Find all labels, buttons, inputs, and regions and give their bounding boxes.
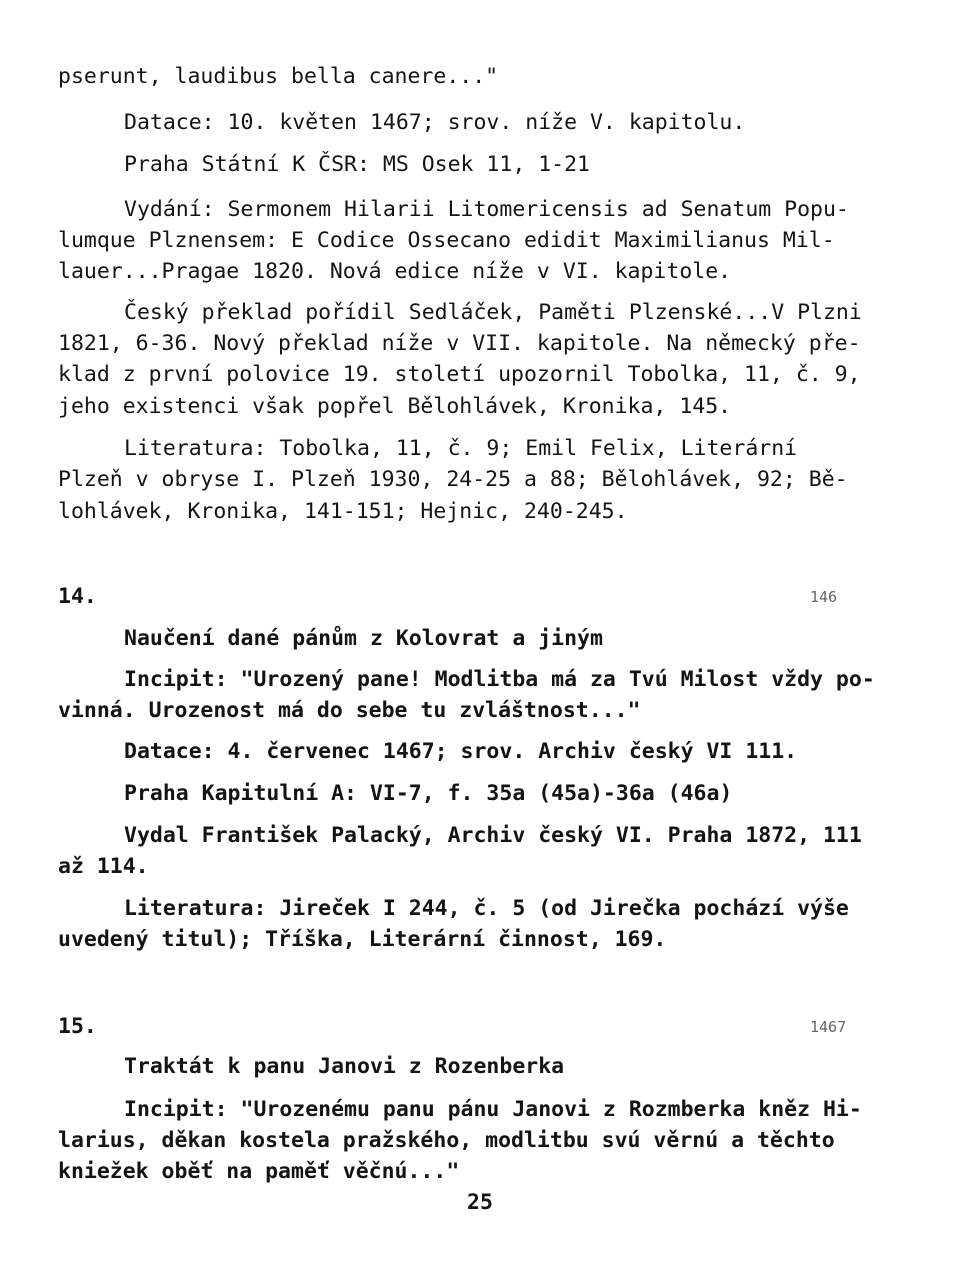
praha-line: Praha Státní K ČSR: MS Osek 11, 1-21 — [124, 152, 590, 177]
incipit-15-line-3: kniežek oběť na paměť věčnú..." — [58, 1159, 460, 1184]
margin-note-15: 1467 — [810, 1018, 847, 1036]
page-number: 25 — [467, 1190, 493, 1215]
entry-title-15: Traktát k panu Janovi z Rozenberka — [124, 1054, 565, 1079]
literatura-line-1: Literatura: Tobolka, 11, č. 9; Emil Felix, Literární — [124, 436, 798, 461]
incipit-14-line-2: vinná. Urozenost má do sebe tu zvláštnost..." — [58, 698, 641, 723]
incipit-15-line-1: Incipit: "Urozenému panu pánu Janovi z Rozmberka kněz Hi- — [124, 1097, 862, 1122]
literatura-14-line-1: Literatura: Jireček I 244, č. 5 (od Jirečka pochází výše — [124, 896, 849, 921]
cesky-line-3: klad z první polovice 19. století upozornil Tobolka, 11, č. 9, — [58, 362, 861, 387]
incipit-14-line-1: Incipit: "Urozený pane! Modlitba má za Tvú Milost vždy po- — [124, 667, 875, 692]
vydal-14-line-1: Vydal František Palacký, Archiv český VI. Praha 1872, 111 — [124, 823, 862, 848]
praha-14: Praha Kapitulní A: VI-7, f. 35a (45a)-36a (46a) — [124, 781, 733, 806]
continuation-line: pserunt, laudibus bella canere..." — [58, 64, 499, 89]
margin-note-14: 146 — [810, 588, 838, 606]
entry-number-14: 14. — [58, 584, 97, 609]
vydani-line-1: Vydání: Sermonem Hilarii Litomericensis ad Senatum Popu- — [124, 197, 849, 222]
cesky-line-4: jeho existenci však popřel Bělohlávek, Kronika, 145. — [58, 394, 732, 419]
vydal-14-line-2: až 114. — [58, 854, 149, 879]
cesky-line-1: Český překlad pořídil Sedláček, Paměti Plzenské...V Plzni — [124, 300, 862, 325]
entry-number-15: 15. — [58, 1014, 97, 1039]
datace-14: Datace: 4. červenec 1467; srov. Archiv český VI 111. — [124, 739, 798, 764]
entry-title-14: Naučení dané pánům z Kolovrat a jiným — [124, 626, 603, 651]
literatura-line-3: lohlávek, Kronika, 141-151; Hejnic, 240-245. — [58, 499, 628, 524]
literatura-line-2: Plzeň v obryse I. Plzeň 1930, 24-25 a 88; Bělohlávek, 92; Bě- — [58, 467, 848, 492]
vydani-line-2: lumque Plznensem: E Codice Ossecano edidit Maximilianus Mil- — [58, 228, 835, 253]
literatura-14-line-2: uvedený titul); Tříška, Literární činnost, 169. — [58, 927, 667, 952]
vydani-line-3: lauer...Pragae 1820. Nová edice níže v VI. kapitole. — [58, 259, 732, 284]
incipit-15-line-2: larius, děkan kostela pražského, modlitbu svú věrnú a těchto — [58, 1128, 835, 1153]
datace-line: Datace: 10. květen 1467; srov. níže V. kapitolu. — [124, 110, 746, 135]
cesky-line-2: 1821, 6-36. Nový překlad níže v VII. kapitole. Na německý pře- — [58, 331, 861, 356]
